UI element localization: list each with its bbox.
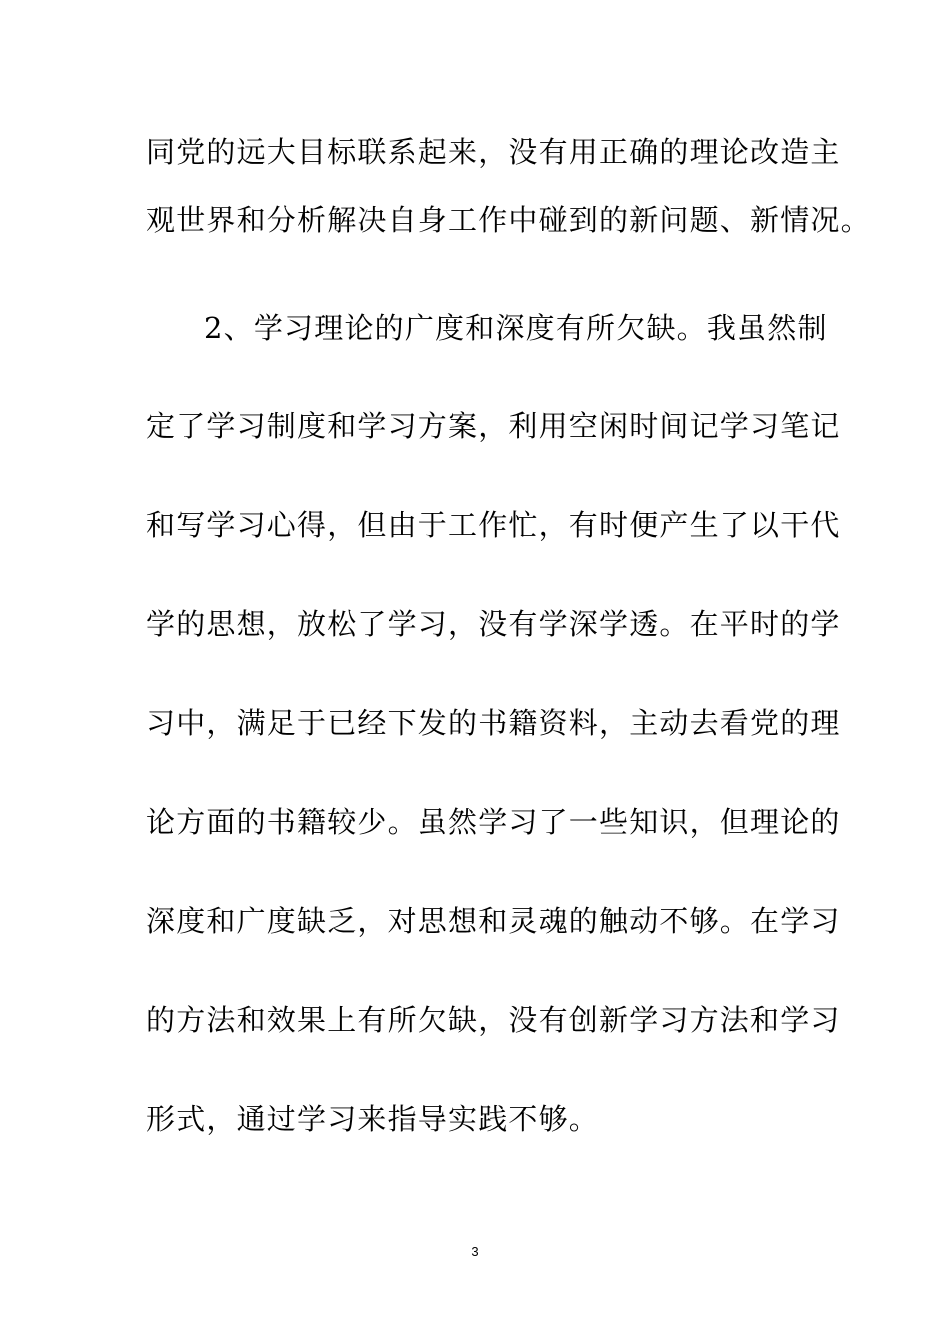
page-number: 3 <box>471 1244 479 1259</box>
body-text-line: 论方面的书籍较少。虽然学习了一些知识，但理论的 <box>146 805 841 839</box>
body-text-line: 的方法和效果上有所欠缺，没有创新学习方法和学习 <box>146 1003 841 1037</box>
paragraph-start-line: 2、学习理论的广度和深度有所欠缺。我虽然制 <box>204 311 828 345</box>
body-text-line: 学的思想，放松了学习，没有学深学透。在平时的学 <box>146 607 841 641</box>
body-text-line: 同党的远大目标联系起来，没有用正确的理论改造主 <box>146 135 841 169</box>
body-text-line: 定了学习制度和学习方案，利用空闲时间记学习笔记 <box>146 409 841 443</box>
body-text-line: 深度和广度缺乏，对思想和灵魂的触动不够。在学习 <box>146 904 841 938</box>
body-text-line: 形式，通过学习来指导实践不够。 <box>146 1102 600 1136</box>
body-text-line: 习中，满足于已经下发的书籍资料，主动去看党的理 <box>146 706 841 740</box>
body-text-line: 和写学习心得，但由于工作忙，有时便产生了以干代 <box>146 508 841 542</box>
body-text-line: 观世界和分析解决自身工作中碰到的新问题、新情况。 <box>146 203 871 237</box>
